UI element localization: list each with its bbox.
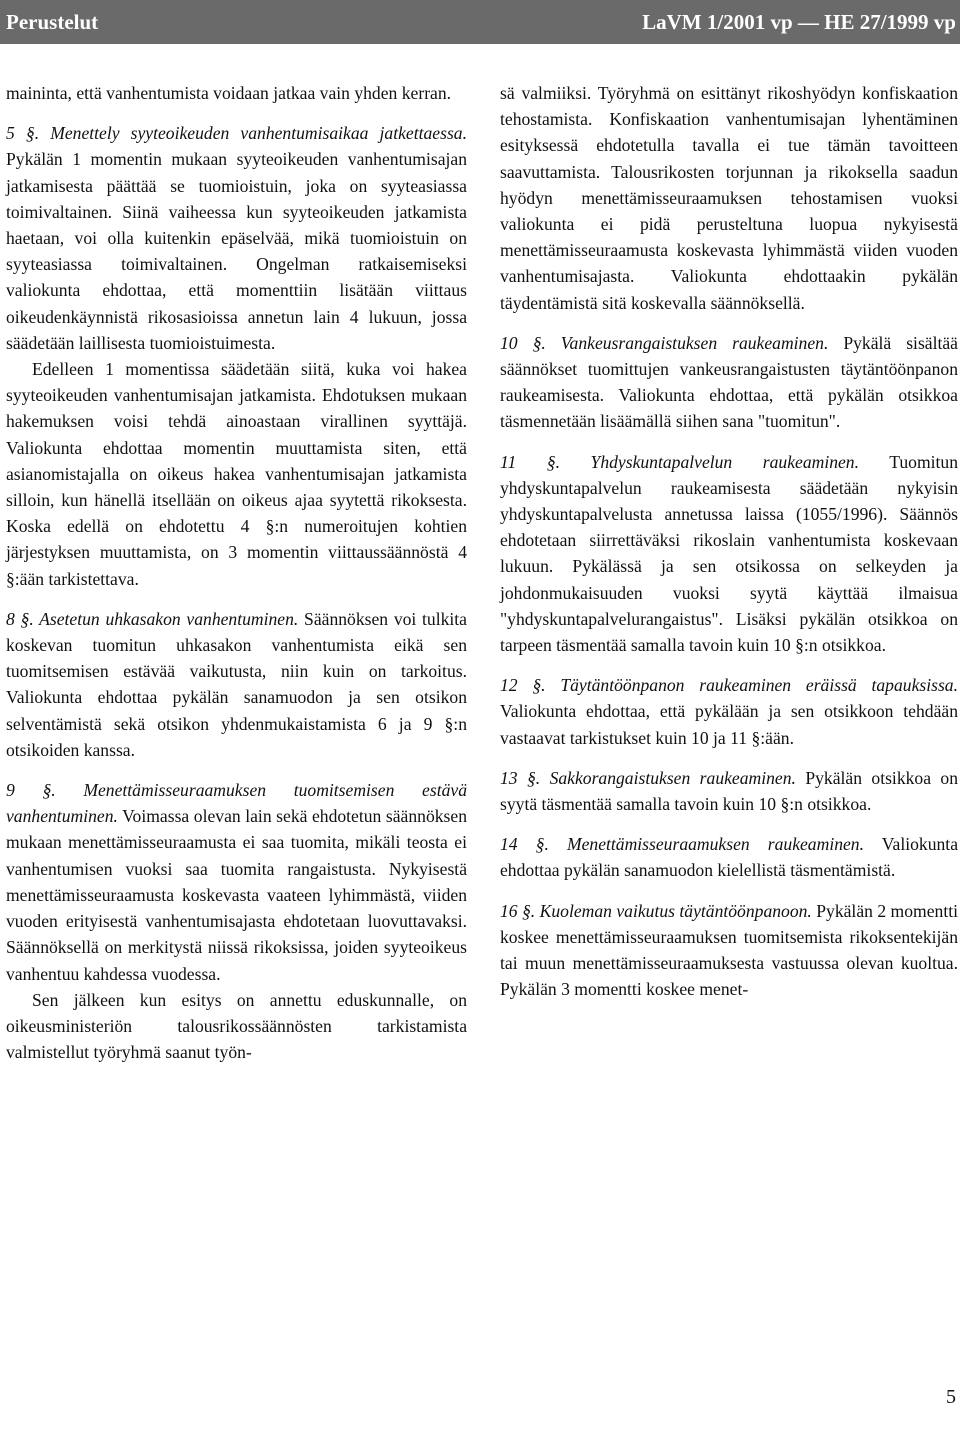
section-paragraph-11: [500, 449, 958, 659]
section-text: Pykälä sisältää säännökset tuomittujen vankeusrangaistusten täytäntöönpanon raukeamisesta. Valiokunta ehdottaa, että pykälän otsikkoa täsmennetään lisäämällä siihen sana "tuomitun".: [500, 332, 958, 432]
section-heading: 11 §. Yhdyskuntapalvelun raukeaminen.: [500, 451, 860, 472]
section-paragraph-13: [500, 765, 958, 817]
section-paragraph-14: [500, 831, 958, 883]
paragraph: Edelleen 1 momentissa säädetään siitä, kuka voi hakea syyteoikeuden vanhentumisajan jatkamista. Ehdotuksen mukaan hakemuksen voisi tehdä ainoastaan virallinen syyttäjä. Valiokunta ehdottaa momentin muuttamista siten, että asianomistajalla on oikeus hakea vanhentumisajan jatkamista silloin, kun hänellä itsellään on oikeus ajaa syytettä rikoksesta. Koska edellä on ehdotettu 4 §:n numeroitujen kohtien järjestyksen muuttamista, on 3 momentin viittaussäännöstä 4 §:ään tarkistettava.: [6, 359, 467, 589]
section-paragraph-16: [500, 898, 958, 1003]
section-text: Säännöksen voi tulkita koskevan tuomitun uhkasakon vanhentumista eikä sen tuomitsemisen estävää vaikutusta, niin kuin on tarkoitus. Valiokunta ehdottaa pykälän sanamuodon ja sen otsikon selventämistä sekä otsikon yhdenmukaistamista 6 ja 9 §:n otsikoiden kanssa.: [6, 608, 467, 760]
section-paragraph-9: [6, 777, 467, 987]
section-heading: 16 §. Kuoleman vaikutus täytäntöönpanoon.: [500, 900, 812, 921]
section-text: Valiokunta ehdottaa, että pykälään ja sen otsikkoon tehdään vastaavat tarkistukset kuin 10 ja 11 §:ään.: [500, 701, 958, 748]
section-text: Tuomitun yhdyskuntapalvelun raukeamisesta säädetään nykyisin yhdyskuntapalvelusta annetussa laissa (1055/1996). Säännös ehdotetaan siirrettäväksi rikoslain vanhentumista koskevaan lukuun. Pykälässä ja sen otsikossa on selkeyden ja johdonmukaisuuden vuoksi syytä käyttää ilmaisua "yhdyskuntapalvelurangaistus". Lisäksi pykälän otsikkoa on tarpeen täsmentää samalla tavoin kuin 10 §:n otsikkoa.: [500, 451, 958, 656]
section-heading: 13 §. Sakkorangaistuksen raukeaminen.: [500, 767, 796, 788]
header-section-title: Perustelut: [6, 10, 99, 34]
section-heading: 9 §. Menettämisseuraamuksen tuomitsemisen estävä vanhentuminen.: [6, 780, 467, 827]
left-text-column: [6, 80, 467, 1065]
section-heading: 5 §. Menettely syyteoikeuden vanhentumisaikaa jatkettaessa.: [6, 123, 467, 144]
section-heading: 8 §. Asetetun uhkasakon vanhentuminen.: [6, 608, 299, 629]
section-text: Voimassa olevan lain sekä ehdotetun säännöksen mukaan menettämisseuraamusta ei saa tuomita, mikäli teosta ei vanhentumisen vuoksi saa tuomita rangaistusta. Nykyisestä menettämisseuraamusta koskevasta vaateen lyhimmästä, viiden vuoden erityisestä vanhentumisajasta ehdotetaan luovuttavaksi. Säännöksellä on merkitystä niissä rikoksissa, joiden syyteoikeus vanhentuu kahdessa vuodessa.: [6, 806, 467, 984]
section-heading: 12 §. Täytäntöönpanon raukeaminen eräissä tapauksissa.: [500, 675, 958, 696]
section-text: Pykälän 2 momentti koskee menettämisseuraamuksen tuomitsemista rikoksentekijän tai muun menettämisseuraamuksesta vastuussa olevan kuoltua. Pykälän 3 momentti koskee menet-: [500, 900, 958, 1000]
running-header: [0, 0, 960, 44]
header-document-id: LaVM 1/2001 vp — HE 27/1999 vp: [642, 10, 956, 34]
section-paragraph-12: [500, 672, 958, 751]
page-number: 5: [946, 1386, 956, 1408]
section-heading: 14 §. Menettämisseuraamuksen raukeaminen.: [500, 834, 865, 855]
paragraph: maininta, että vanhentumista voidaan jatkaa vain yhden kerran.: [6, 83, 452, 103]
section-paragraph-8: [6, 606, 467, 763]
section-paragraph-5: [6, 120, 467, 356]
paragraph: Sen jälkeen kun esitys on annettu eduskunnalle, on oikeusministeriön talousrikossäännösten tarkistamista valmistellut työryhmä saanut työn-: [6, 989, 467, 1063]
section-paragraph-10: [500, 330, 958, 435]
paragraph: sä valmiiksi. Työryhmä on esittänyt rikoshyödyn konfiskaation tehostamista. Konfiskaation vanhentumisajan lyhentäminen esityksessä ehdotetulla tavalla ei tue tämän tavoitteen saavuttamista. Talousrikosten torjunnan ja rikoksella saadun hyödyn menettämisseuraamuksen tehostamisen vuoksi valiokunta ei pidä perusteltuna luopua nykyisestä menettämisseuraamusta koskevasta lyhimmästä viiden vuoden vanhentumisajasta. Valiokunta ehdottaakin pykälän täydentämistä sitä koskevalla säännöksellä.: [500, 83, 958, 313]
section-text: Valiokunta ehdottaa pykälän sanamuodon kielellistä täsmentämistä.: [500, 834, 958, 881]
section-heading: 10 §. Vankeusrangaistuksen raukeaminen.: [500, 332, 829, 353]
right-text-column: [500, 80, 958, 1003]
section-text: Pykälän 1 momentin mukaan syyteoikeuden vanhentumisajan jatkamisesta päättää se tuomioistuin, joka on syyteasiassa toimivaltainen. Siinä vaiheessa kun syyteoikeuden jatkamista haetaan, voi olla kuitenkin epäselvää, mikä tuomioistuin on syyteasiassa toimivaltainen. Ongelman ratkaisemiseksi valiokunta ehdottaa, että momenttiin lisätään viittaus oikeudenkäynnistä rikosasioissa annetun lain 4 lukuun, jossa säädetään laillisesta tuomioistuimesta.: [6, 149, 467, 353]
section-text: Pykälän otsikkoa on syytä täsmentää samalla tavoin kuin 10 §:n otsikkoa.: [500, 767, 958, 815]
